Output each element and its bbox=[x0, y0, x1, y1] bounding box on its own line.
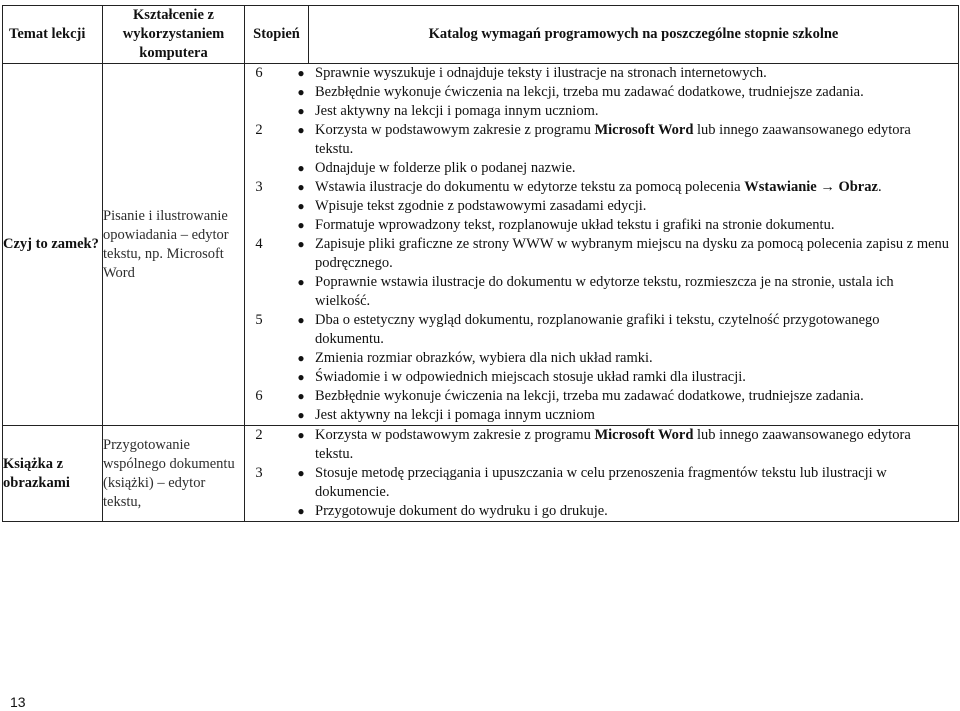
text-part: lub innego zaawansowanego edytora tekstu. bbox=[315, 427, 911, 462]
level-number bbox=[245, 406, 287, 425]
requirements-cell bbox=[245, 426, 959, 522]
bullet-icon: ● bbox=[297, 504, 305, 518]
bullet-icon: ● bbox=[297, 66, 305, 80]
requirement-text bbox=[315, 387, 958, 406]
level-number: 3 bbox=[255, 179, 263, 195]
bullet-icon: ● bbox=[297, 313, 305, 327]
bullet-icon: ● bbox=[297, 428, 305, 442]
requirement-item bbox=[245, 102, 958, 121]
header-row bbox=[3, 6, 959, 64]
level-number bbox=[245, 368, 287, 387]
text-part: Odnajduje w folderze plik o podanej nazwie. bbox=[315, 160, 576, 176]
bullet-icon: ● bbox=[297, 199, 305, 213]
requirement-text bbox=[315, 64, 958, 83]
text-part: Poprawnie wstawia ilustracje do dokumentu w edytorze tekstu, rozmieszcza je na stronie, ustala ich wielkość. bbox=[315, 274, 894, 309]
text-part: Korzysta w podstawowym zakresie z programu bbox=[315, 122, 595, 138]
bold-term: Wstawianie → Obraz bbox=[744, 179, 878, 195]
text-part: Jest aktywny na lekcji i pomaga innym uczniom bbox=[315, 407, 595, 423]
topic-cell: Książka z obrazkami bbox=[3, 426, 103, 522]
requirement-text bbox=[315, 273, 958, 311]
header-topic: Temat lekcji bbox=[3, 6, 103, 64]
requirement-text bbox=[315, 502, 958, 521]
topic-cell: Czyj to zamek? bbox=[3, 64, 103, 426]
level-number bbox=[245, 102, 287, 121]
requirement-text bbox=[315, 216, 958, 235]
level-number: 6 bbox=[255, 65, 263, 81]
text-part: Zmienia rozmiar obrazków, wybiera dla nich układ ramki. bbox=[315, 350, 653, 366]
requirement-item bbox=[245, 121, 958, 159]
requirement-item bbox=[245, 159, 958, 178]
text-part: Formatuje wprowadzony tekst, rozplanowuje układ tekstu i grafiki na stronie dokumentu. bbox=[315, 217, 835, 233]
bullet-icon: ● bbox=[297, 161, 305, 175]
requirement-text bbox=[315, 197, 958, 216]
requirement-text bbox=[315, 102, 958, 121]
requirement-item bbox=[245, 216, 958, 235]
text-part: Wpisuje tekst zgodnie z podstawowymi zasadami edycji. bbox=[315, 198, 647, 214]
level-number: 6 bbox=[255, 388, 263, 404]
bullet-icon: ● bbox=[297, 408, 305, 422]
bullet-icon: ● bbox=[297, 389, 305, 403]
bullet-icon: ● bbox=[297, 104, 305, 118]
bullet-icon: ● bbox=[297, 237, 305, 251]
bullet-icon: ● bbox=[297, 123, 305, 137]
requirement-item bbox=[245, 349, 958, 368]
requirement-item bbox=[245, 273, 958, 311]
text-part: Wstawia ilustracje do dokumentu w edytorze tekstu za pomocą polecenia bbox=[315, 179, 745, 195]
level-number: 2 bbox=[255, 122, 263, 138]
bullet-icon: ● bbox=[297, 85, 305, 99]
text-part: lub innego zaawansowanego edytora tekstu. bbox=[315, 122, 911, 157]
requirements-table bbox=[2, 5, 959, 522]
lesson-row-1 bbox=[3, 64, 959, 426]
requirement-text bbox=[315, 406, 958, 425]
bold-term: Microsoft Word bbox=[594, 122, 694, 138]
text-part: Bezbłędnie wykonuje ćwiczenia na lekcji, trzeba mu zadawać dodatkowe, trudniejsze zadania. bbox=[315, 84, 864, 100]
requirement-item bbox=[245, 311, 958, 349]
requirements-cell bbox=[245, 64, 959, 426]
text-part: Jest aktywny na lekcji i pomaga innym uczniom. bbox=[315, 103, 599, 119]
text-part: Przygotowuje dokument do wydruku i go drukuje. bbox=[315, 503, 608, 519]
education-cell: Przygotowanie wspólnego dokumentu (książki) – edytor tekstu, bbox=[103, 426, 245, 522]
education-cell: Pisanie i ilustrowanie opowiadania – edytor tekstu, np. Microsoft Word bbox=[103, 64, 245, 426]
requirement-text bbox=[315, 159, 958, 178]
requirement-item bbox=[245, 387, 958, 406]
requirement-item bbox=[245, 178, 958, 197]
level-number bbox=[245, 349, 287, 368]
text-part: Korzysta w podstawowym zakresie z programu bbox=[315, 427, 595, 443]
text-part: . bbox=[877, 179, 882, 195]
requirement-text bbox=[315, 178, 958, 197]
requirement-text bbox=[315, 121, 958, 159]
requirement-text bbox=[315, 464, 958, 502]
bold-term: Microsoft Word bbox=[594, 427, 694, 443]
lesson-row-2 bbox=[3, 426, 959, 522]
requirement-text bbox=[315, 311, 958, 349]
bullet-icon: ● bbox=[297, 275, 305, 289]
bullet-icon: ● bbox=[297, 180, 305, 194]
text-part: Stosuje metodę przeciągania i upuszczania w celu przenoszenia fragmentów tekstu lub ilustracji w dokumencie. bbox=[315, 465, 887, 500]
header-catalog: Katalog wymagań programowych na poszczególne stopnie szkolne bbox=[309, 6, 959, 64]
requirement-text bbox=[315, 235, 958, 273]
bullet-icon: ● bbox=[297, 351, 305, 365]
level-number bbox=[245, 216, 287, 235]
requirement-item bbox=[245, 197, 958, 216]
text-part: Bezbłędnie wykonuje ćwiczenia na lekcji, trzeba mu zadawać dodatkowe, trudniejsze zadania. bbox=[315, 388, 864, 404]
text-part: Świadomie i w odpowiednich miejscach stosuje układ ramki dla ilustracji. bbox=[315, 369, 746, 385]
bullet-icon: ● bbox=[297, 466, 305, 480]
level-number: 3 bbox=[255, 465, 263, 481]
requirement-text bbox=[315, 83, 958, 102]
requirement-item bbox=[245, 64, 958, 83]
level-number: 5 bbox=[255, 312, 263, 328]
requirement-item bbox=[245, 464, 958, 502]
requirement-text bbox=[315, 426, 958, 464]
requirement-text bbox=[315, 349, 958, 368]
page-number: 13 bbox=[10, 694, 26, 710]
requirement-item bbox=[245, 235, 958, 273]
header-level: Stopień bbox=[245, 6, 309, 64]
level-number: 2 bbox=[255, 427, 263, 443]
requirement-item bbox=[245, 83, 958, 102]
bullet-icon: ● bbox=[297, 218, 305, 232]
text-part: Dba o estetyczny wygląd dokumentu, rozplanowanie grafiki i tekstu, czytelność przygotowanego dokumentu. bbox=[315, 312, 880, 347]
level-number bbox=[245, 83, 287, 102]
bullet-icon: ● bbox=[297, 370, 305, 384]
requirement-item bbox=[245, 368, 958, 387]
text-part: Sprawnie wyszukuje i odnajduje teksty i ilustracje na stronach internetowych. bbox=[315, 65, 767, 81]
text-part: Zapisuje pliki graficzne ze strony WWW w wybranym miejscu na dysku za pomocą polecenia zapisu z menu podręcznego. bbox=[315, 236, 950, 271]
level-number bbox=[245, 273, 287, 311]
level-number bbox=[245, 159, 287, 178]
level-number bbox=[245, 502, 287, 521]
requirement-item bbox=[245, 406, 958, 425]
level-number: 4 bbox=[255, 236, 263, 252]
requirement-item bbox=[245, 502, 958, 521]
header-education: Kształcenie z wykorzystaniem komputera bbox=[103, 6, 245, 64]
level-number bbox=[245, 197, 287, 216]
requirement-text bbox=[315, 368, 958, 387]
requirement-item bbox=[245, 426, 958, 464]
